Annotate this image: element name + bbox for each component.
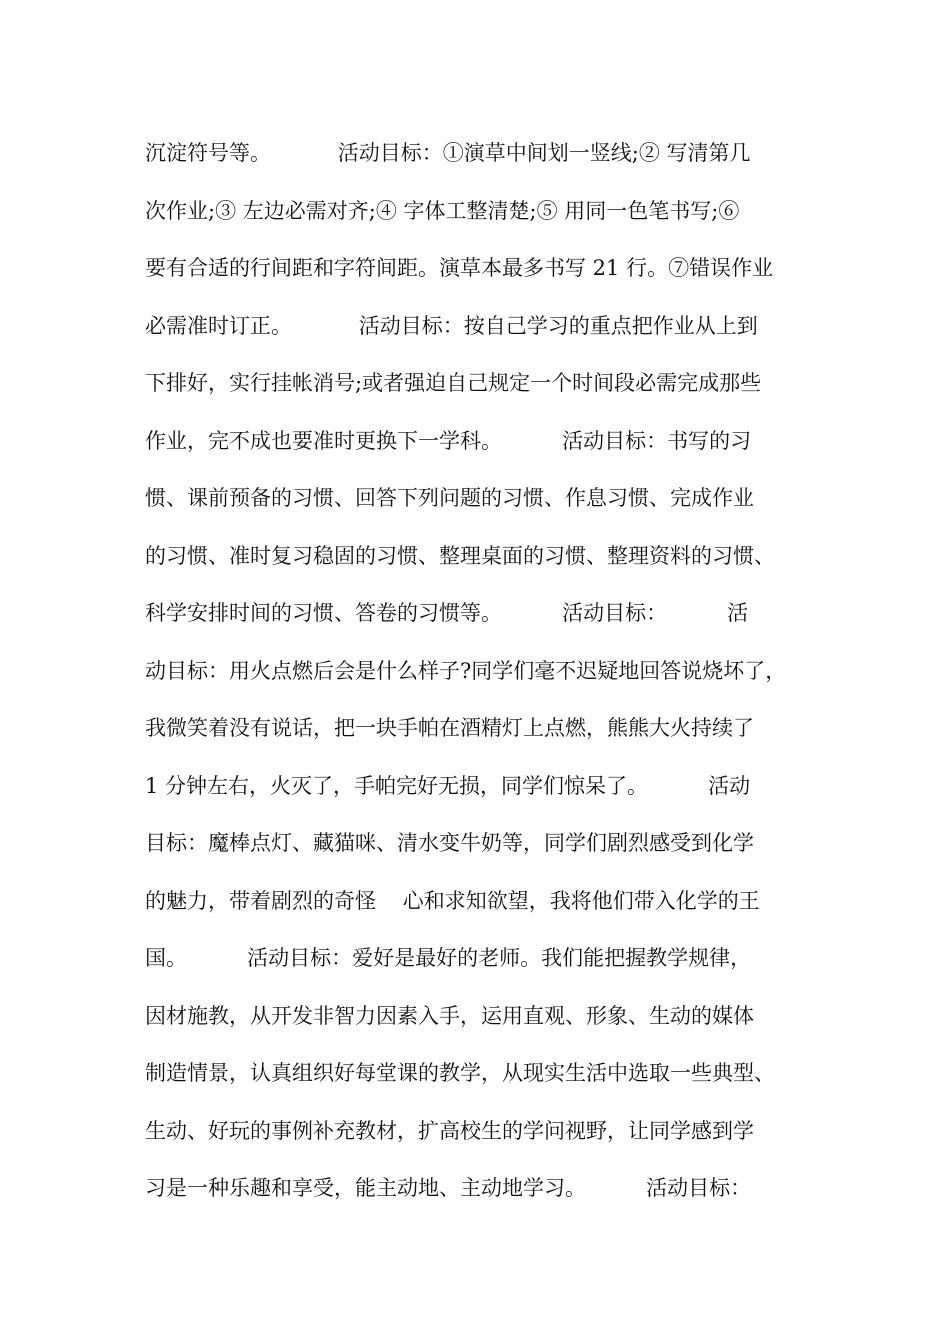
text-line-19: 习是一种乐趣和享受，能主动地、主动地学习。 活动目标： xyxy=(145,1176,752,1200)
text-line-7: 惯、课前预备的习惯、回答下列问题的习惯、作息习惯、完成作业 xyxy=(145,486,754,510)
text-line-2: 次作业;③ 左边必需对齐;④ 字体工整清楚;⑤ 用同一色笔书写;⑥ xyxy=(145,198,740,223)
text-line-15: 国。 活动目标：爱好是最好的老师。我们能把握教学规律， xyxy=(145,946,752,970)
text-line-3: 要有合适的行间距和字符间距。演草本最多书写 21 行。⑦错误作业 xyxy=(145,256,774,280)
text-line-11: 我微笑着没有说话，把一块手帕在酒精灯上点燃，熊熊大火持续了 xyxy=(145,716,754,740)
text-line-1: 沉淀符号等。 活动目标：①演草中间划一竖线;② 写清第几 xyxy=(145,141,751,165)
text-line-17: 制造情景，认真组织好每堂课的教学，从现实生活中选取一些典型、 xyxy=(145,1061,775,1085)
text-line-9: 科学安排时间的习惯、答卷的习惯等。 活动目标： 活 xyxy=(145,601,749,625)
text-line-12: 1 分钟左右，火灭了，手帕完好无损，同学们惊呆了。 活动 xyxy=(145,773,751,798)
text-line-10: 动目标：用火点燃后会是什么样子?同学们毫不迟疑地回答说烧坏了， xyxy=(145,658,787,683)
text-line-8: 的习惯、准时复习稳固的习惯、整理桌面的习惯、整理资料的习惯、 xyxy=(145,543,775,568)
text-line-13: 目标：魔棒点灯、藏猫咪、清水变牛奶等，同学们剧烈感受到化学 xyxy=(145,831,754,855)
text-line-4: 必需准时订正。 活动目标：按自己学习的重点把作业从上到 xyxy=(145,313,758,338)
document-body xyxy=(145,134,825,1227)
text-line-6: 作业，完不成也要准时更换下一学科。 活动目标：书写的习 xyxy=(145,428,752,453)
text-line-16: 因材施教，从开发非智力因素入手，运用直观、形象、生动的媒体 xyxy=(145,1003,754,1028)
text-line-14: 的魅力，带着剧烈的奇怪 心和求知欲望，我将他们带入化学的王 xyxy=(145,888,760,913)
text-line-18: 生动、好玩的事例补充教材，扩高校生的学问视野，让同学感到学 xyxy=(145,1118,754,1143)
text-line-5: 下排好，实行挂帐消号;或者强迫自己规定一个时间段必需完成那些 xyxy=(145,371,762,395)
